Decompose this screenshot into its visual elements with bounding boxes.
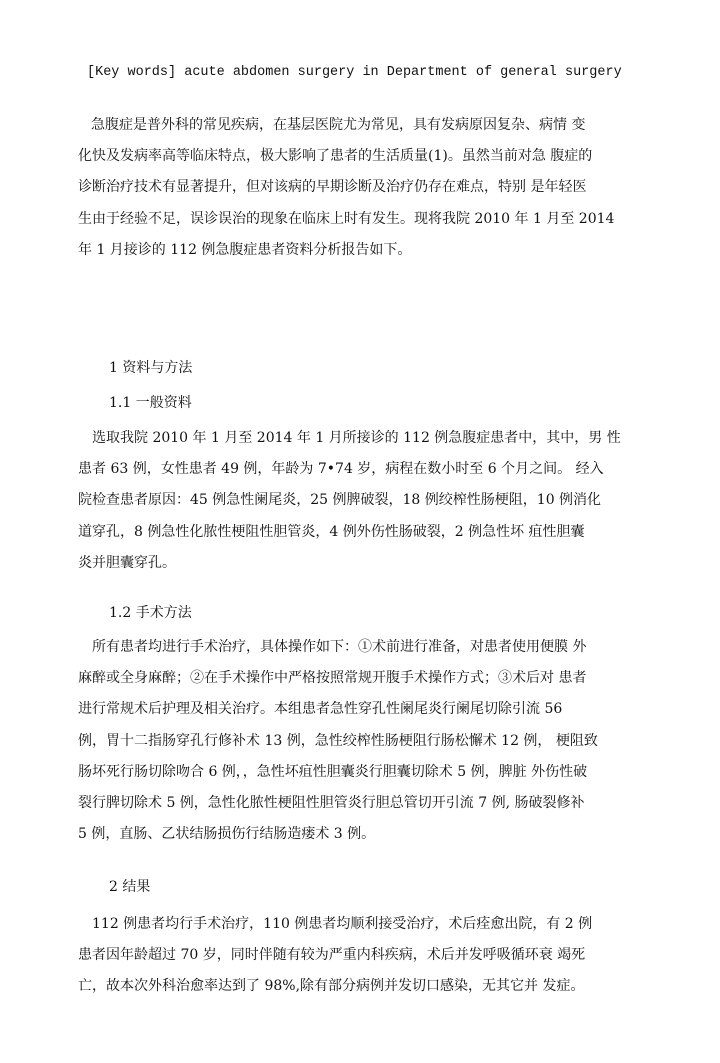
intro-paragraph	[78, 110, 644, 266]
intro-line: 诊断治疗技术有显著提升，但对该病的早期诊断及治疗仍存在难点，特别 是年轻医	[78, 179, 587, 196]
surgery-method-paragraph	[78, 632, 644, 850]
intro-line: 化快及发病率高等临床特点，极大影响了患者的生活质量(1)。虽然当前对急 腹症的	[78, 148, 593, 165]
section1-1-heading: 1.1 一般资料	[109, 395, 192, 411]
surgery-method-line: 所有患者均进行手术治疗，具体操作如下：①术前进行准备，对患者使用便膜 外	[92, 639, 587, 655]
results-paragraph	[78, 909, 644, 1003]
results-line: 112 例患者均行手术治疗，110 例患者均顺利接受治疗，术后痊愈出院，有 2 例	[92, 916, 593, 932]
surgery-method-line: 5 例，直肠、乙状结肠损伤行结肠造瘘术 3 例。	[78, 826, 376, 843]
results-line: 亡，故本次外科治愈率达到了 98%,除有部分病例并发切口感染，无其它并 发症。	[78, 978, 585, 995]
section1-heading: 1 资料与方法	[109, 360, 193, 376]
general-info-line: 炎并胆囊穿孔。	[78, 554, 176, 571]
intro-line: 急腹症是普外科的常见疾病，在基层医院尤为常见，具有发病原因复杂、病情 变	[91, 117, 586, 133]
surgery-method-line: 例，胃十二指肠穿孔行修补术 13 例，急性绞榨性肠梗阻行肠松懈术 12 例， 梗阻致	[78, 732, 598, 749]
section2-heading: 2 结果	[109, 879, 151, 895]
surgery-method-line: 麻醉或全身麻醉；②在手术操作中严格按照常规开腹手术操作方式；③术后对 患者	[78, 670, 587, 687]
general-info-line: 道穿孔，8 例急性化脓性梗阻性胆管炎，4 例外伤性肠破裂，2 例急性坏 疽性胆囊	[78, 523, 585, 540]
general-info-paragraph	[78, 423, 644, 579]
results-line: 患者因年龄超过 70 岁，同时伴随有较为严重内科疾病，术后并发呼吸循环衰 竭死	[78, 947, 586, 964]
surgery-method-line: 进行常规术后护理及相关治疗。本组患者急性穿孔性阑尾炎行阑尾切除引流 56	[78, 701, 563, 718]
intro-line: 年 1 月接诊的 112 例急腹症患者资料分析报告如下。	[78, 241, 412, 258]
section1-2-heading: 1.2 手术方法	[109, 605, 192, 621]
general-info-line: 患者 63 例，女性患者 49 例，年龄为 7•74 岁，病程在数小时至 6 个月之间。 经入	[78, 461, 604, 478]
surgery-method-line: 裂行脾切除术 5 例，急性化脓性梗阻性胆管炎行胆总管切开引流 7 例, 肠破裂修补	[78, 794, 585, 811]
intro-line: 生由于经验不足，误诊误治的现象在临床上时有发生。现将我院 2010 年 1 月至 2014	[78, 210, 615, 227]
general-info-line: 选取我院 2010 年 1 月至 2014 年 1 月所接诊的 112 例急腹症患者中，其中，男 性	[92, 430, 621, 446]
surgery-method-line: 肠坏死行肠切除吻合 6 例，，急性坏疽性胆囊炎行胆囊切除术 5 例，脾脏 外伤性破	[78, 763, 588, 780]
keywords-line: [Key words] acute abdomen surgery in Department of general surgery	[87, 65, 622, 80]
general-info-line: 院检查患者原因：45 例急性阑尾炎，25 例脾破裂，18 例绞榨性肠梗阻，10 例消化	[78, 492, 602, 509]
